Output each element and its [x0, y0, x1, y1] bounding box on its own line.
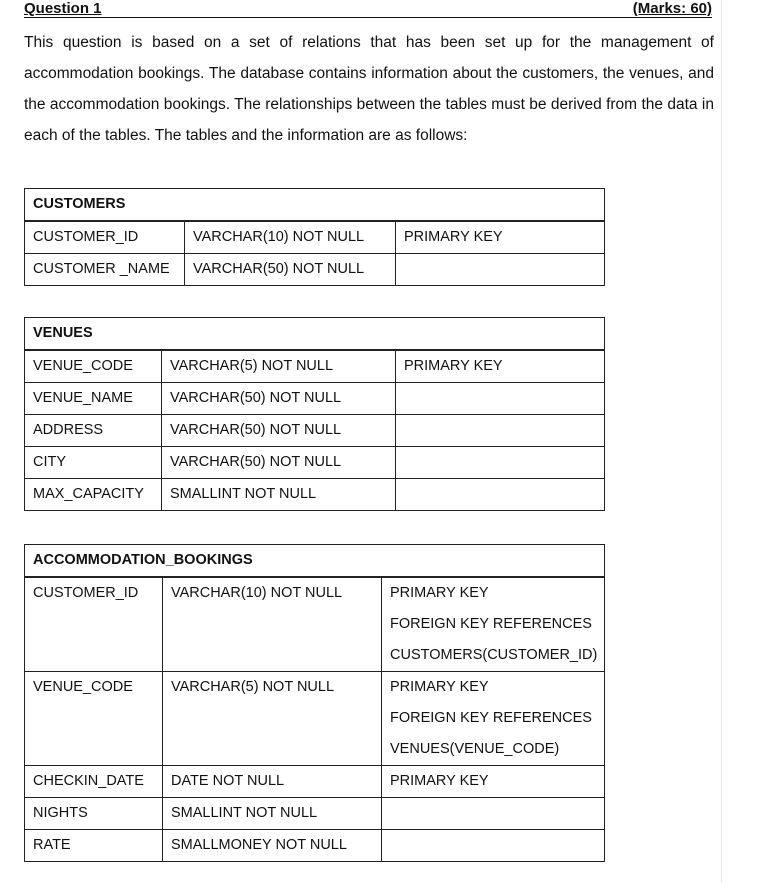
column-constraint	[382, 672, 605, 766]
column-constraint: PRIMARY KEY	[382, 766, 605, 798]
column-constraint	[396, 479, 605, 511]
column-constraint	[382, 798, 605, 830]
column-constraint	[396, 447, 605, 479]
table-row	[25, 479, 605, 511]
column-name: CHECKIN_DATE	[25, 766, 163, 798]
column-constraint	[396, 415, 605, 447]
question-header	[24, 0, 712, 18]
table-row	[25, 672, 605, 766]
table-row	[25, 447, 605, 479]
table-row	[25, 830, 605, 862]
column-name: NIGHTS	[25, 798, 163, 830]
bookings-table	[24, 544, 605, 862]
column-type: VARCHAR(50) NOT NULL	[185, 254, 396, 286]
venues-table	[24, 317, 605, 511]
column-type: SMALLMONEY NOT NULL	[163, 830, 382, 862]
table-row	[25, 766, 605, 798]
question-title: Question 1	[24, 0, 102, 17]
column-constraint	[382, 577, 605, 672]
constraint-line: FOREIGN KEY REFERENCES	[390, 710, 592, 726]
column-name: VENUE_CODE	[25, 672, 163, 766]
column-constraint: PRIMARY KEY	[396, 350, 605, 383]
column-name: CITY	[25, 447, 162, 479]
venues-table-title: VENUES	[25, 318, 605, 351]
customers-table	[24, 188, 605, 286]
question-intro: This question is based on a set of relations that has been set up for the management of accommodation bookings. The database contains information about the customers, the venues, and the accommodation bookings. The relationships between the tables must be derived from the data in each of the tables. The tables and the information are as follows:	[24, 34, 714, 144]
constraint-line: PRIMARY KEY	[390, 585, 489, 601]
column-type: VARCHAR(50) NOT NULL	[162, 415, 396, 447]
column-constraint	[396, 383, 605, 415]
column-name: ADDRESS	[25, 415, 162, 447]
column-type: VARCHAR(50) NOT NULL	[162, 447, 396, 479]
customers-table-title: CUSTOMERS	[25, 189, 605, 222]
column-type: DATE NOT NULL	[163, 766, 382, 798]
table-row	[25, 383, 605, 415]
table-row	[25, 221, 605, 254]
column-type: VARCHAR(10) NOT NULL	[163, 577, 382, 672]
constraint-line: PRIMARY KEY	[390, 679, 489, 695]
table-row	[25, 350, 605, 383]
table-row	[25, 415, 605, 447]
column-name: VENUE_CODE	[25, 350, 162, 383]
column-name: CUSTOMER_ID	[25, 577, 163, 672]
column-name: RATE	[25, 830, 163, 862]
table-row	[25, 798, 605, 830]
column-type: VARCHAR(10) NOT NULL	[185, 221, 396, 254]
table-row	[25, 254, 605, 286]
column-constraint: PRIMARY KEY	[396, 221, 605, 254]
column-name: CUSTOMER _NAME	[25, 254, 185, 286]
constraint-line: CUSTOMERS(CUSTOMER_ID)	[390, 647, 598, 663]
column-type: SMALLINT NOT NULL	[163, 798, 382, 830]
column-name: MAX_CAPACITY	[25, 479, 162, 511]
constraint-line: FOREIGN KEY REFERENCES	[390, 616, 592, 632]
column-type: VARCHAR(5) NOT NULL	[162, 350, 396, 383]
column-name: VENUE_NAME	[25, 383, 162, 415]
column-constraint	[382, 830, 605, 862]
question-marks: (Marks: 60)	[632, 0, 712, 17]
bookings-table-title: ACCOMMODATION_BOOKINGS	[25, 545, 605, 578]
column-type: VARCHAR(5) NOT NULL	[163, 672, 382, 766]
column-name: CUSTOMER_ID	[25, 221, 185, 254]
column-type: SMALLINT NOT NULL	[162, 479, 396, 511]
column-type: VARCHAR(50) NOT NULL	[162, 383, 396, 415]
table-row	[25, 577, 605, 672]
column-constraint	[396, 254, 605, 286]
page-right-rule	[721, 0, 722, 883]
constraint-line: VENUES(VENUE_CODE)	[390, 741, 560, 757]
